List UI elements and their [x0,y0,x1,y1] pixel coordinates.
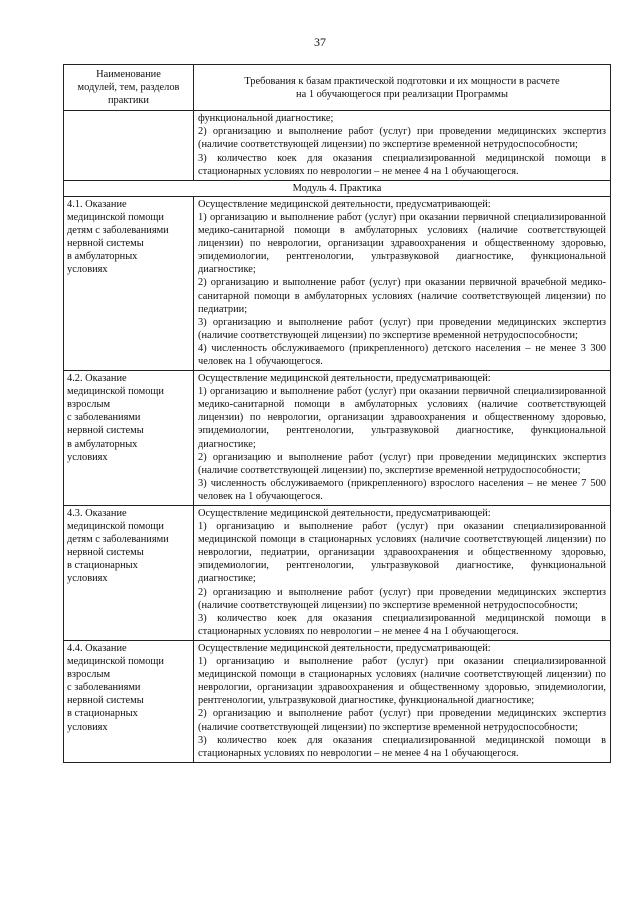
section-title-line: медицинской помощи [67,521,164,533]
header-col-modules-line: модулей, тем, разделов [77,82,180,94]
requirement-line: 2) организацию и выполнение работ (услуг) при проведении медицинских экспертиз (наличие соответствующей лицензии) по экспертизе временной нетрудоспособности; [198,708,606,733]
section-title-4-3 [64,506,194,641]
section-title-line: в стационарных [67,708,138,720]
requirement-line: 4) численность обслуживаемого (прикрепленного) детского населения – не менее 3 300 человек на 1 обучающегося. [198,342,606,367]
continuation-cell [194,111,611,180]
header-col-modules-line: практики [108,95,149,107]
section-title-line: нервной системы [67,425,144,437]
requirement-line: Осуществление медицинской деятельности, предусматривающей: [198,508,491,519]
requirement-line: 1) организацию и выполнение работ (услуг) при оказании специализированной медицинской помощи в стационарных условиях (наличие соответствующей лицензии) по неврологии, организации здравоохранения и общественному здоровью, эпидемиологии, рентгенологии, ультразвуковой диагностике, функциональной диагностике; [198,656,606,707]
requirement-line: 3) количество коек для оказания специализированной медицинской помощи в стационарных условиях по неврологии – не менее 4 на 1 обучающегося. [198,612,606,637]
requirement-line: Осуществление медицинской деятельности, предусматривающей: [198,642,491,654]
section-title-line: нервной системы [67,547,144,559]
section-title-line: условиях [67,721,108,733]
header-col-modules-line: Наименование [96,69,161,80]
section-requirements-4-4 [194,640,611,762]
module-title-row [64,180,611,196]
requirement-line: функциональной диагностике; [198,113,334,125]
section-requirements-4-2 [194,371,611,506]
requirement-line: Осуществление медицинской деятельности, предусматривающей: [198,198,491,210]
header-col-requirements-line: на 1 обучающегося при реализации Программы [296,88,508,100]
section-title-4-1 [64,196,194,370]
requirement-line: 1) организацию и выполнение работ (услуг) при оказании первичной специализированной медико-санитарной помощи в амбулаторных условиях (наличие соответствующей лицензии) по неврологии, организации здравоохранения и общественному здоровью, эпидемиологии, рентгенологии, ультразвуковой диагностике, функциональной диагностике; [198,386,606,450]
section-title-line: 4.1. Оказание [67,198,127,210]
section-title-line: 4.3. Оказание [67,508,127,519]
section-row-4-3 [64,506,611,641]
continuation-row [64,111,611,180]
section-title-4-2 [64,371,194,506]
requirement-line: 3) организацию и выполнение работ (услуг) при проведении медицинских экспертиз (наличие соответствующей лицензии) по экспертизе временной нетрудоспособности; [198,316,606,341]
section-title-line: медицинской помощи [67,656,164,668]
section-title-line: медицинской помощи [67,386,164,398]
requirement-line: 3) количество коек для оказания специализированной медицинской помощи в стационарных условиях по неврологии – не менее 4 на 1 обучающегося. [198,734,606,759]
section-title-line: условиях [67,451,108,463]
section-title-line: взрослым [67,399,111,411]
requirement-line: 2) организацию и выполнение работ (услуг) при проведении медицинских экспертиз (наличие соответствующей лицензии) по, экспертизе временной нетрудоспособности; [198,451,606,476]
header-col-requirements [194,65,611,111]
requirements-table [63,64,611,763]
section-row-4-2 [64,371,611,506]
section-title-line: условиях [67,573,108,585]
table-header-row [64,65,611,111]
section-title-line: условиях [67,264,108,276]
section-title-line: медицинской помощи [67,211,164,223]
header-col-modules [64,65,194,111]
section-row-4-4 [64,640,611,762]
continuation-empty-cell [64,111,194,180]
requirement-line: 3) численность обслуживаемого (прикрепленного) взрослого населения – не менее 7 500 человек на 1 обучающегося. [198,477,606,502]
section-title-line: 4.2. Оказание [67,373,127,385]
section-title-line: детям с заболеваниями [67,534,169,546]
section-title-line: 4.4. Оказание [67,642,127,654]
section-requirements-4-3 [194,506,611,641]
section-title-line: взрослым [67,669,111,681]
section-title-line: с заболеваниями [67,412,141,424]
requirement-line: 1) организацию и выполнение работ (услуг) при оказании первичной специализированной медико-санитарной помощи в амбулаторных условиях (наличие соответствующей лицензии) по неврологии, организации здравоохранения и общественному здоровью, эпидемиологии, рентгенологии, ультразвуковой диагностике, функциональной диагностике; [198,211,606,276]
section-title-line: в амбулаторных [67,251,138,263]
section-title-4-4 [64,640,194,762]
section-title-line: с заболеваниями [67,682,141,694]
header-col-requirements-line: Требования к базам практической подготовки и их мощности в расчете [244,75,560,87]
module-title: Модуль 4. Практика [64,180,611,196]
page-number: 37 [314,35,326,49]
section-title-line: нервной системы [67,238,144,250]
requirement-line: 2) организацию и выполнение работ (услуг) при оказании первичной врачебной медико-санитарной помощи в амбулаторных условиях (наличие соответствующей лицензии) по педиатрии; [198,277,606,315]
section-row-4-1 [64,196,611,370]
requirement-line: 2) организацию и выполнение работ (услуг) при проведении медицинских экспертиз (наличие соответствующей лицензии) по экспертизе временной нетрудоспособности; [198,126,606,151]
section-requirements-4-1 [194,196,611,370]
section-title-line: нервной системы [67,695,144,707]
section-title-line: детям с заболеваниями [67,225,169,237]
requirement-line: Осуществление медицинской деятельности, предусматривающей: [198,373,491,385]
section-title-line: в стационарных [67,560,138,572]
requirement-line: 2) организацию и выполнение работ (услуг) при проведении медицинских экспертиз (наличие соответствующей лицензии) по экспертизе временной нетрудоспособности; [198,586,606,611]
section-title-line: в амбулаторных [67,438,138,450]
requirement-line: 1) организацию и выполнение работ (услуг) при оказании специализированной медицинской помощи в стационарных условиях (наличие соответствующей лицензии) по неврологии, педиатрии, организации здравоохранения и общественному здоровью, эпидемиологии, рентгенологии, ультразвуковой диагностике, функциональной диагностике; [198,521,606,585]
requirement-line: 3) количество коек для оказания специализированной медицинской помощи в стационарных условиях по неврологии – не менее 4 на 1 обучающегося. [198,152,606,177]
